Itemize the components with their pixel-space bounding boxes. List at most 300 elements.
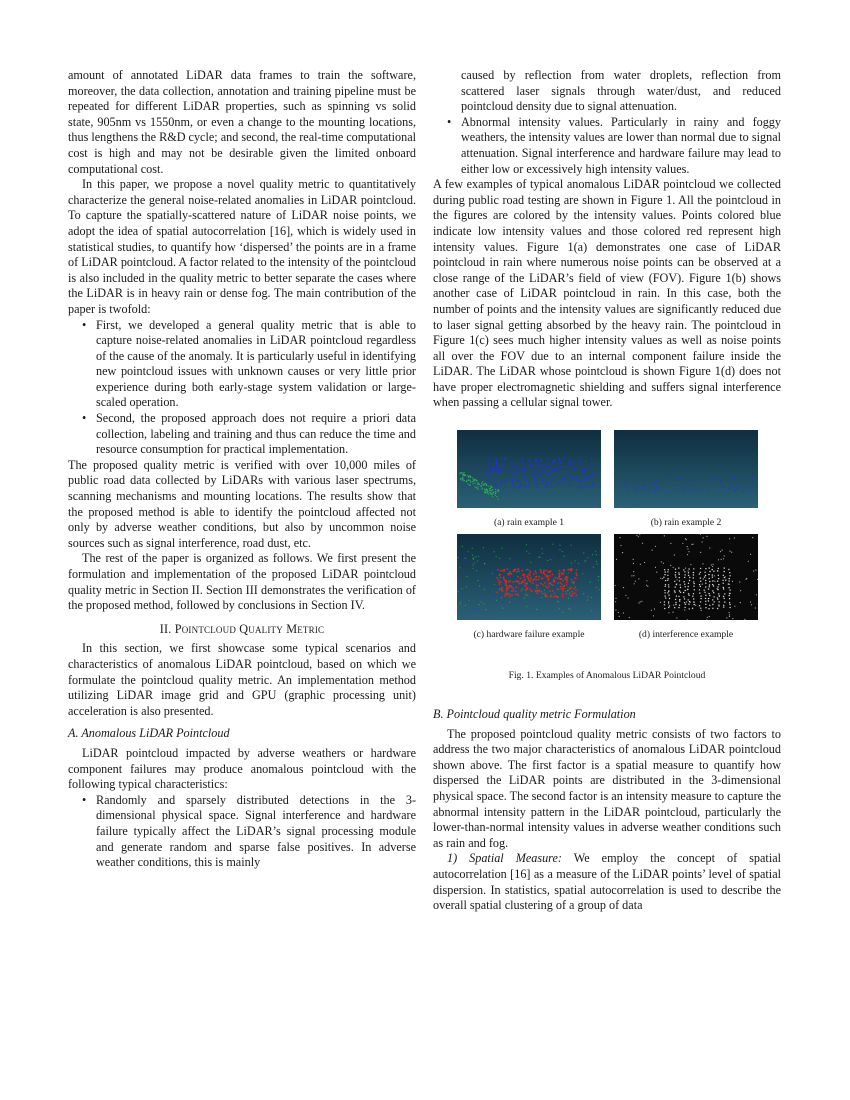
point [464,583,465,584]
point [469,563,470,564]
point [549,575,551,577]
point [565,591,567,593]
point [477,560,478,561]
point [699,584,700,585]
point [533,478,535,480]
point [561,477,563,479]
point [596,587,597,588]
point [633,571,634,572]
point [535,469,537,471]
point [596,554,597,555]
point [664,595,665,596]
list-item: • First, we developed a general quality metric that is able to capture noise-related anomalies in LiDAR pointcloud regardless of the cause of the anomaly. It is particularly useful in identifying new pointcloud issues with unknown causes or very little prior experience during both early-stage system validation or large-scaled operation. [68,318,416,412]
point [688,551,689,552]
point [571,563,572,564]
point [568,476,570,478]
point [511,586,513,588]
point [661,561,662,562]
point [640,601,641,602]
point [505,487,507,489]
point [502,467,504,469]
point [752,537,753,538]
point [534,578,536,580]
point [668,603,669,604]
point [593,567,594,568]
point [541,464,543,466]
point [702,541,703,542]
point [474,589,475,590]
point [546,484,548,486]
point [739,484,740,485]
point [701,610,702,611]
point [679,580,680,581]
point [717,588,718,589]
point [724,555,725,556]
point [698,490,699,491]
point [656,486,657,487]
point [464,475,465,476]
point [687,554,688,555]
point [561,583,563,585]
point [732,618,733,619]
point [565,578,567,580]
point [729,612,730,613]
point [502,548,503,549]
point [499,558,500,559]
point [544,590,545,591]
point [484,489,485,490]
point [526,551,527,552]
point [691,480,692,481]
point [700,581,701,582]
point [466,586,467,587]
point [709,584,710,585]
point [457,591,458,592]
point [635,486,636,487]
point [465,558,466,559]
point [688,593,689,594]
point [667,575,668,576]
point [467,475,468,476]
point [711,564,712,565]
point [537,590,539,592]
point [672,612,673,613]
point [585,474,587,476]
point [514,471,516,473]
point [687,546,688,547]
point [552,584,554,586]
point [718,601,719,602]
point [615,609,616,610]
point [693,581,694,582]
point [554,577,556,579]
point [729,488,730,489]
point [660,602,661,603]
point [714,575,715,576]
point [519,469,521,471]
point [521,590,523,592]
point [638,602,639,603]
point [554,580,556,582]
point [501,590,503,592]
figure-panel-d [614,534,758,643]
point [684,577,685,578]
point [699,589,700,590]
point [537,462,539,464]
point [668,607,669,608]
point [538,579,540,581]
point [712,580,713,581]
point [591,597,592,598]
point [667,580,668,581]
point [593,474,595,476]
point [752,478,753,479]
point [619,537,620,538]
point [705,607,706,608]
point [718,604,719,605]
point [712,604,713,605]
point [585,465,587,467]
point [500,581,502,583]
point [506,568,508,570]
point [708,598,709,599]
point [700,552,701,553]
point [679,600,680,601]
point [544,486,546,488]
point [684,584,685,585]
point [483,483,484,484]
point [714,478,715,479]
point [688,575,689,576]
point [629,617,630,618]
point [528,567,529,568]
point [690,490,691,491]
point [522,462,524,464]
point [559,483,561,485]
left-column [68,68,416,871]
point [568,598,569,599]
point [593,573,594,574]
list-item: • Second, the proposed approach does not require a priori data collection, labeling and training and thus can reduce the time and resource consumption for practical implementation. [68,411,416,458]
point [728,583,729,584]
point [532,582,534,584]
point [724,577,725,578]
point [535,460,537,462]
point [638,536,639,537]
point [573,582,575,584]
point [491,581,492,582]
point [472,564,473,565]
point [527,594,529,596]
point [562,586,564,588]
point [519,571,520,572]
point [569,588,571,590]
point [558,603,559,604]
point [536,470,538,472]
point [462,479,463,480]
point [694,583,695,584]
point [508,587,510,589]
point [615,601,616,602]
point [530,577,532,579]
point [535,474,537,476]
point [566,584,568,586]
point [518,481,520,483]
characteristics-list [68,793,416,871]
paragraph: amount of annotated LiDAR data frames to train the software, moreover, the data collection, annotation and training pipeline must be repeated for different LiDAR properties, such as spinning vs solid state, 905nm vs 1550nm, or even a change to the mounting locations, thus lengthens the R&D cycle; and second, the real-time computational cost is high and may not be desirable given the limited onboard computational cost. [68,68,416,176]
point [473,483,474,484]
point [583,479,585,481]
point [507,466,509,468]
point [524,470,526,472]
point [509,602,510,603]
point [459,603,460,604]
point [722,580,723,581]
point [560,577,561,578]
point [572,598,573,599]
point [503,480,505,482]
point [496,600,497,601]
point [718,575,719,576]
point [574,586,576,588]
point [665,597,666,598]
point [539,599,540,600]
point [675,599,676,600]
point [560,578,562,580]
point [644,562,645,563]
point [693,572,694,573]
point [683,592,684,593]
point [709,581,710,582]
point [707,490,708,491]
point [469,485,470,486]
point [516,557,517,558]
list-item-continued: caused by reflection from water droplets, reflection from scattered laser signals through water/dust, and reduced pointcloud density due to signal attenuation. [461,68,781,114]
point [734,490,735,491]
point [692,596,693,597]
point [537,483,539,485]
point [590,486,592,488]
point [559,462,561,464]
point [683,581,684,582]
point [482,481,483,482]
point [457,584,458,585]
point [683,569,684,570]
point [550,570,552,572]
point [587,600,588,601]
point [508,581,510,583]
point [595,551,596,552]
point [685,489,686,490]
point [713,479,714,480]
point [519,487,521,489]
point [547,458,549,460]
point [541,578,543,580]
subfigure-caption: (a) rain example 1 [493,517,565,529]
point [654,490,655,491]
point [536,592,538,594]
point [468,480,469,481]
point [509,594,511,596]
point [691,544,692,545]
point [718,584,719,585]
point [540,557,541,558]
point [657,489,658,490]
point [723,486,724,487]
point [492,494,493,495]
point [684,602,685,603]
point [487,468,489,470]
point [570,609,571,610]
point [704,592,705,593]
point [689,608,690,609]
point [579,460,581,462]
point [662,578,663,579]
point [596,561,597,562]
point [540,583,542,585]
point [529,465,531,467]
point [485,609,486,610]
point [470,476,471,477]
point [709,567,710,568]
point [693,568,694,569]
point [688,583,689,584]
point [668,590,669,591]
point [484,563,485,564]
point [631,575,632,576]
point [673,605,674,606]
point [637,478,638,479]
point [477,580,478,581]
subfigure-caption: (b) rain example 2 [650,517,722,529]
point [475,483,476,484]
point [526,479,528,481]
point [721,487,722,488]
point [459,473,460,474]
point [561,588,563,590]
point [700,601,701,602]
point [667,578,668,579]
point [508,576,509,577]
point [545,585,547,587]
point [489,490,490,491]
point [675,572,676,573]
point [665,571,666,572]
point [676,595,677,596]
point [693,489,694,490]
point [575,470,577,472]
point [588,483,590,485]
point [499,465,501,467]
point [648,491,649,492]
point [563,573,565,575]
point [713,571,714,572]
point [501,467,503,469]
point [646,580,647,581]
point [551,477,553,479]
point [546,459,548,461]
subfigure-caption: (c) hardware failure example [473,629,585,641]
point [573,603,574,604]
point [653,484,654,485]
point [638,578,639,579]
point [512,581,514,583]
point [635,488,636,489]
point [633,480,634,481]
point [489,492,490,493]
point [513,569,515,571]
point [465,605,466,606]
point [686,601,687,602]
point [707,617,708,618]
point [472,481,473,482]
point [572,582,573,583]
point [477,486,478,487]
point [460,478,461,479]
point [552,574,554,576]
point [664,601,665,602]
point [492,496,493,497]
point [501,458,503,460]
point [712,584,713,585]
point [724,567,725,568]
point [712,590,713,591]
point [723,575,724,576]
point [583,593,584,594]
point [521,467,523,469]
point [548,583,550,585]
point [466,481,467,482]
point [591,457,593,459]
point [641,481,642,482]
point [506,590,508,592]
point [723,583,724,584]
point [510,469,512,471]
point [668,569,669,570]
point [483,484,484,485]
point [700,572,701,573]
point [700,577,701,578]
point [542,584,544,586]
point [558,469,560,471]
paragraph: LiDAR pointcloud impacted by adverse weathers or hardware component failures may produce anomalous pointcloud with the following typical characteristics: [68,745,416,792]
point [475,557,476,558]
point [487,487,489,489]
point [576,594,578,596]
point [592,577,593,578]
point [461,479,462,480]
point [692,544,693,545]
point [688,586,689,587]
point [660,578,661,579]
point [642,543,643,544]
point [522,564,523,565]
point [483,603,484,604]
point [570,464,572,466]
point [500,569,501,570]
point [523,485,525,487]
point [693,598,694,599]
point [475,563,476,564]
point [476,487,477,488]
point [557,578,559,580]
point [585,460,587,462]
point [536,479,538,481]
point [543,571,545,573]
point [710,480,711,481]
paragraph: A few examples of typical anomalous LiDAR pointcloud we collected during public road testing are shown in Figure 1. All the pointcloud in the figures are colored by the intensity values. Points colored blue indicate low intensity values and those colored red represent high intensity values. Figure 1(a) demonstrates one case of LiDAR pointcloud in rain where numerous noise points can be observed at a close range of the LiDAR’s field of view (FOV). Figure 1(b) shows another case of LiDAR pointcloud in rain. In this case, both the number of points and the intensity values are significantly reduced due to laser signal getting absorbed by the heavy rain. The pointcloud in Figure 1(c) sees much higher intensity values as well as noise points all over the FOV due to an internal component failure inside the LiDAR. The LiDAR whose pointcloud is shown Figure 1(d) does not have proper electromagnetic shielding and suffers signal interference when passing a cellular signal tower. [433,177,781,410]
point [535,572,537,574]
